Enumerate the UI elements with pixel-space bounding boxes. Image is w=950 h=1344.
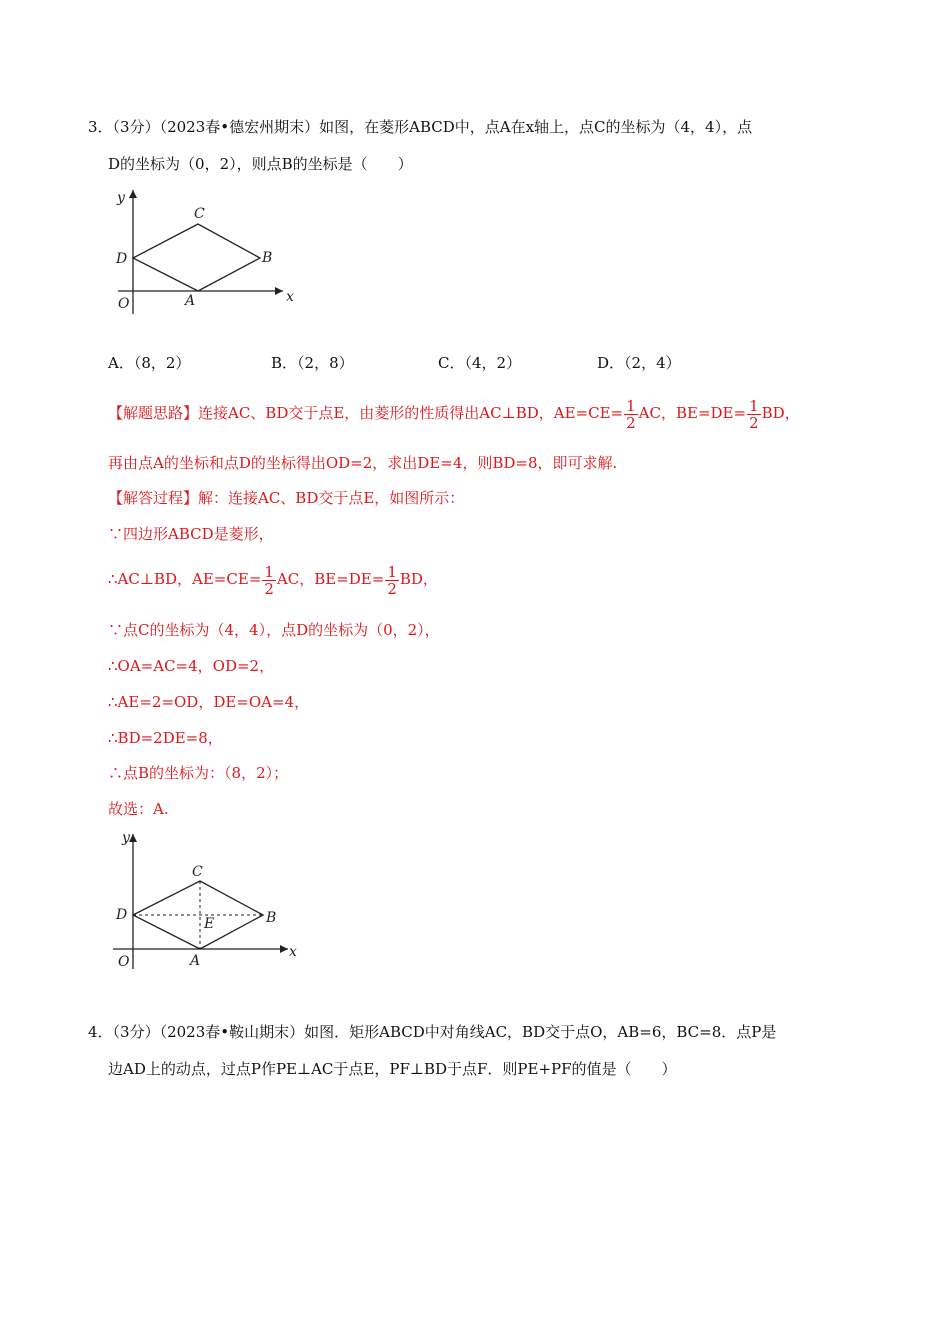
label-a: A <box>185 293 196 309</box>
analysis-text-b: AC，BE=DE= <box>638 404 747 422</box>
rhombus-abcd <box>133 224 260 291</box>
label-b: B <box>266 910 277 926</box>
y-axis-arrow <box>129 834 137 842</box>
option-b: B．（2，8） <box>271 354 354 372</box>
solution-line7: ∴BD=2DE=8， <box>108 729 223 747</box>
solution-line6: ∴AE=2=OD，DE=OA=4， <box>108 693 310 711</box>
q4-stem-line1: 4．（3分）（2023春•鞍山期末）如图．矩形ABCD中对角线AC，BD交于点O，AB=6，BC=8．点P是 <box>88 1023 777 1041</box>
frac-num: 1 <box>749 396 759 415</box>
q3-rhombus-figure <box>108 186 303 316</box>
fraction-half <box>747 398 761 431</box>
frac-den: 2 <box>264 579 274 598</box>
q3-stem-line1: 3．（3分）（2023春•德宏州期末）如图，在菱形ABCD中，点A在x轴上，点C的坐标为（4，4），点 <box>88 118 753 136</box>
label-y: y <box>122 830 130 846</box>
label-o: O <box>118 954 130 970</box>
label-o: O <box>118 296 130 312</box>
fraction-half <box>385 564 399 597</box>
label-d: D <box>116 907 128 923</box>
option-a: A．（8，2） <box>108 354 191 372</box>
analysis-text-a: 【解题思路】连接AC、BD交于点E，由菱形的性质得出AC⊥BD，AE=CE= <box>108 404 624 422</box>
label-y: y <box>117 190 125 206</box>
fraction-half <box>262 564 276 597</box>
label-c: C <box>192 864 203 880</box>
option-c: C．（4，2） <box>438 354 522 372</box>
frac-den: 2 <box>626 413 636 432</box>
frac-den: 2 <box>749 413 759 432</box>
solution-rhombus-figure <box>108 826 303 971</box>
label-e: E <box>204 916 215 932</box>
solution-text-c: BD， <box>399 570 438 588</box>
x-axis-arrow <box>275 287 283 295</box>
frac-num: 1 <box>264 562 274 581</box>
label-x: x <box>289 944 297 960</box>
solution-line5: ∴OA=AC=4，OD=2， <box>108 657 275 675</box>
solution-line4: ∵点C的坐标为（4，4），点D的坐标为（0，2）， <box>108 621 440 639</box>
solution-text-a: ∴AC⊥BD，AE=CE= <box>108 570 262 588</box>
q3-stem-line2: D的坐标为（0，2），则点B的坐标是（ ） <box>108 155 413 173</box>
frac-num: 1 <box>387 562 397 581</box>
y-axis-arrow <box>129 190 137 198</box>
analysis-line1 <box>108 396 800 431</box>
analysis-text-c: BD， <box>761 404 800 422</box>
solution-line2: ∵四边形ABCD是菱形， <box>108 525 274 543</box>
label-d: D <box>116 251 128 267</box>
solution-text-b: AC，BE=DE= <box>276 570 385 588</box>
solution-line1: 【解答过程】解：连接AC、BD交于点E，如图所示： <box>108 489 465 507</box>
label-x: x <box>286 289 294 305</box>
label-a: A <box>190 953 201 969</box>
frac-den: 2 <box>387 579 397 598</box>
analysis-line2: 再由点A的坐标和点D的坐标得出OD=2，求出DE=4，则BD=8，即可求解. <box>108 454 618 472</box>
option-d: D．（2，4） <box>597 354 681 372</box>
label-c: C <box>194 206 205 222</box>
fraction-half <box>624 398 638 431</box>
solution-line3 <box>108 562 438 597</box>
frac-num: 1 <box>626 396 636 415</box>
label-b: B <box>262 250 273 266</box>
solution-line8: ∴点B的坐标为：（8，2）； <box>108 764 289 782</box>
q4-stem-line2: 边AD上的动点，过点P作PE⊥AC于点E，PF⊥BD于点F．则PE+PF的值是（ ） <box>108 1060 677 1078</box>
x-axis-arrow <box>280 945 288 953</box>
solution-line9: 故选：A. <box>108 800 169 818</box>
